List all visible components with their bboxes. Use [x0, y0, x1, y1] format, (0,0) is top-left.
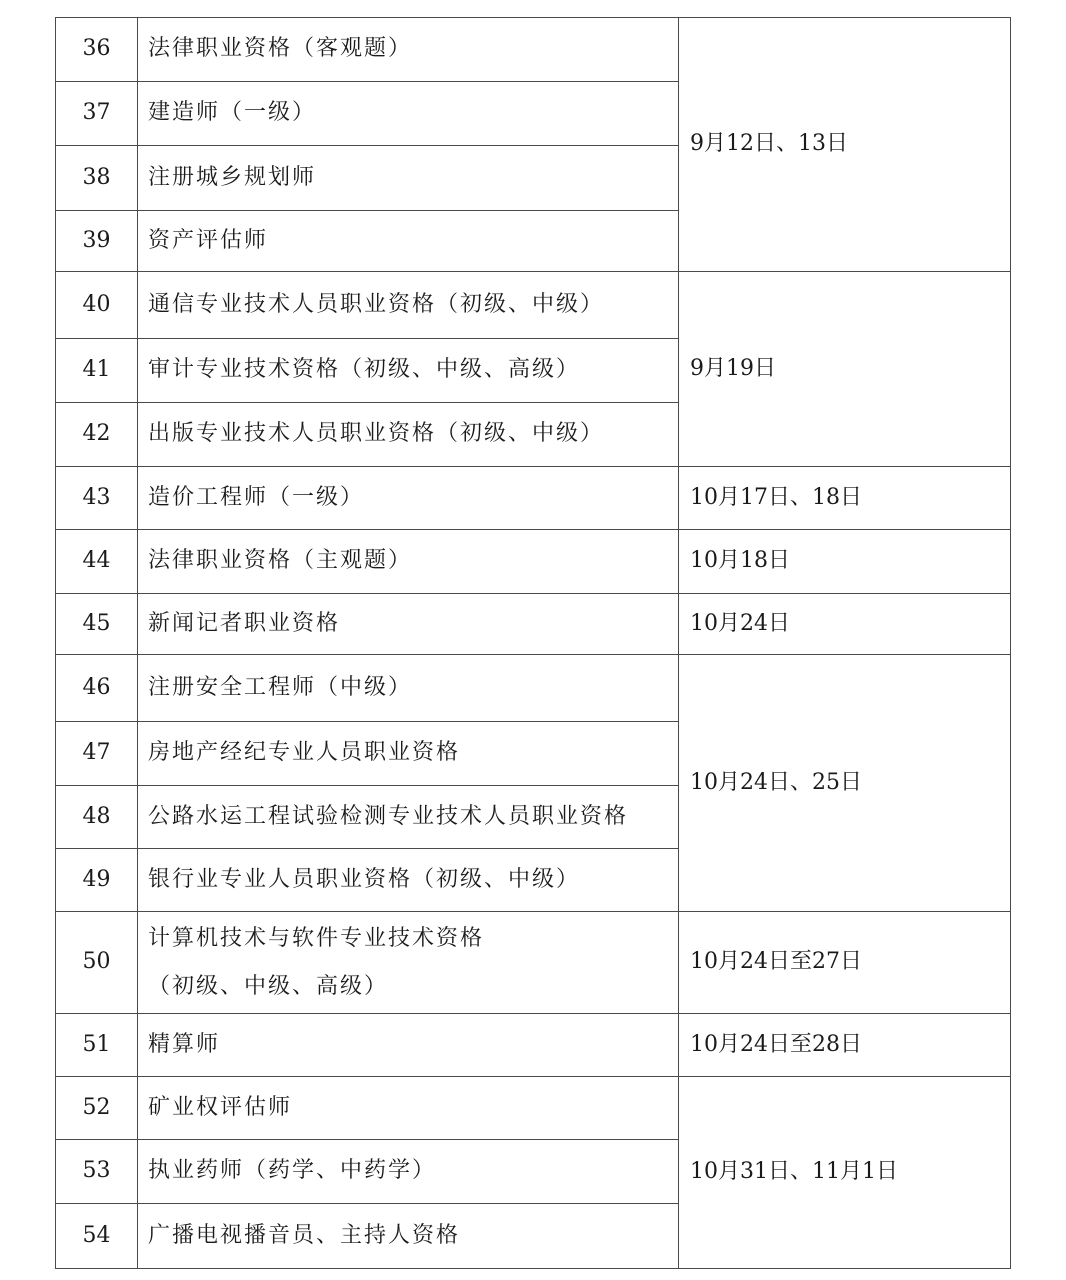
exam-date: 10月17日、18日	[679, 467, 1011, 530]
table-row	[56, 18, 1011, 82]
exam-name: 出版专业技术人员职业资格（初级、中级）	[138, 403, 679, 467]
row-number: 41	[56, 339, 138, 403]
exam-name: 新闻记者职业资格	[138, 594, 679, 655]
exam-date: 10月24日至27日	[679, 912, 1011, 1014]
exam-date: 10月18日	[679, 530, 1011, 594]
table-row	[56, 594, 1011, 655]
exam-name: 建造师（一级）	[138, 82, 679, 146]
exam-date: 9月12日、13日	[679, 18, 1011, 272]
row-number: 53	[56, 1140, 138, 1204]
exam-name: 注册城乡规划师	[138, 146, 679, 211]
exam-date: 9月19日	[679, 272, 1011, 467]
table-row	[56, 1077, 1011, 1140]
exam-name: 矿业权评估师	[138, 1077, 679, 1140]
row-number: 36	[56, 18, 138, 82]
exam-name: 注册安全工程师（中级）	[138, 655, 679, 722]
exam-name-line: 计算机技术与软件专业技术资格	[148, 925, 485, 951]
row-number: 44	[56, 530, 138, 594]
exam-name: 法律职业资格（主观题）	[138, 530, 679, 594]
row-number: 43	[56, 467, 138, 530]
exam-name: 精算师	[138, 1014, 679, 1077]
exam-name: 房地产经纪专业人员职业资格	[138, 722, 679, 786]
row-number: 48	[56, 786, 138, 849]
exam-name: 公路水运工程试验检测专业技术人员职业资格	[138, 786, 679, 849]
row-number: 47	[56, 722, 138, 786]
table-row	[56, 530, 1011, 594]
table-row	[56, 467, 1011, 530]
exam-name	[138, 912, 679, 1014]
row-number: 46	[56, 655, 138, 722]
row-number: 38	[56, 146, 138, 211]
row-number: 37	[56, 82, 138, 146]
exam-name: 资产评估师	[138, 211, 679, 272]
row-number: 40	[56, 272, 138, 339]
exam-date: 10月24日、25日	[679, 655, 1011, 912]
exam-name: 法律职业资格（客观题）	[138, 18, 679, 82]
table-row	[56, 655, 1011, 722]
exam-name: 通信专业技术人员职业资格（初级、中级）	[138, 272, 679, 339]
exam-schedule-table	[55, 17, 1011, 1269]
exam-name: 广播电视播音员、主持人资格	[138, 1204, 679, 1269]
row-number: 42	[56, 403, 138, 467]
exam-name-line: （初级、中级、高级）	[148, 973, 389, 999]
exam-date: 10月24日	[679, 594, 1011, 655]
table-row	[56, 272, 1011, 339]
exam-name: 审计专业技术资格（初级、中级、高级）	[138, 339, 679, 403]
exam-name: 银行业专业人员职业资格（初级、中级）	[138, 849, 679, 912]
exam-date: 10月31日、11月1日	[679, 1077, 1011, 1269]
exam-name: 造价工程师（一级）	[138, 467, 679, 530]
row-number: 51	[56, 1014, 138, 1077]
row-number: 39	[56, 211, 138, 272]
exam-name: 执业药师（药学、中药学）	[138, 1140, 679, 1204]
row-number: 52	[56, 1077, 138, 1140]
row-number: 50	[56, 912, 138, 1014]
row-number: 49	[56, 849, 138, 912]
row-number: 54	[56, 1204, 138, 1269]
row-number: 45	[56, 594, 138, 655]
table-row	[56, 1014, 1011, 1077]
exam-date: 10月24日至28日	[679, 1014, 1011, 1077]
table-row	[56, 912, 1011, 1014]
